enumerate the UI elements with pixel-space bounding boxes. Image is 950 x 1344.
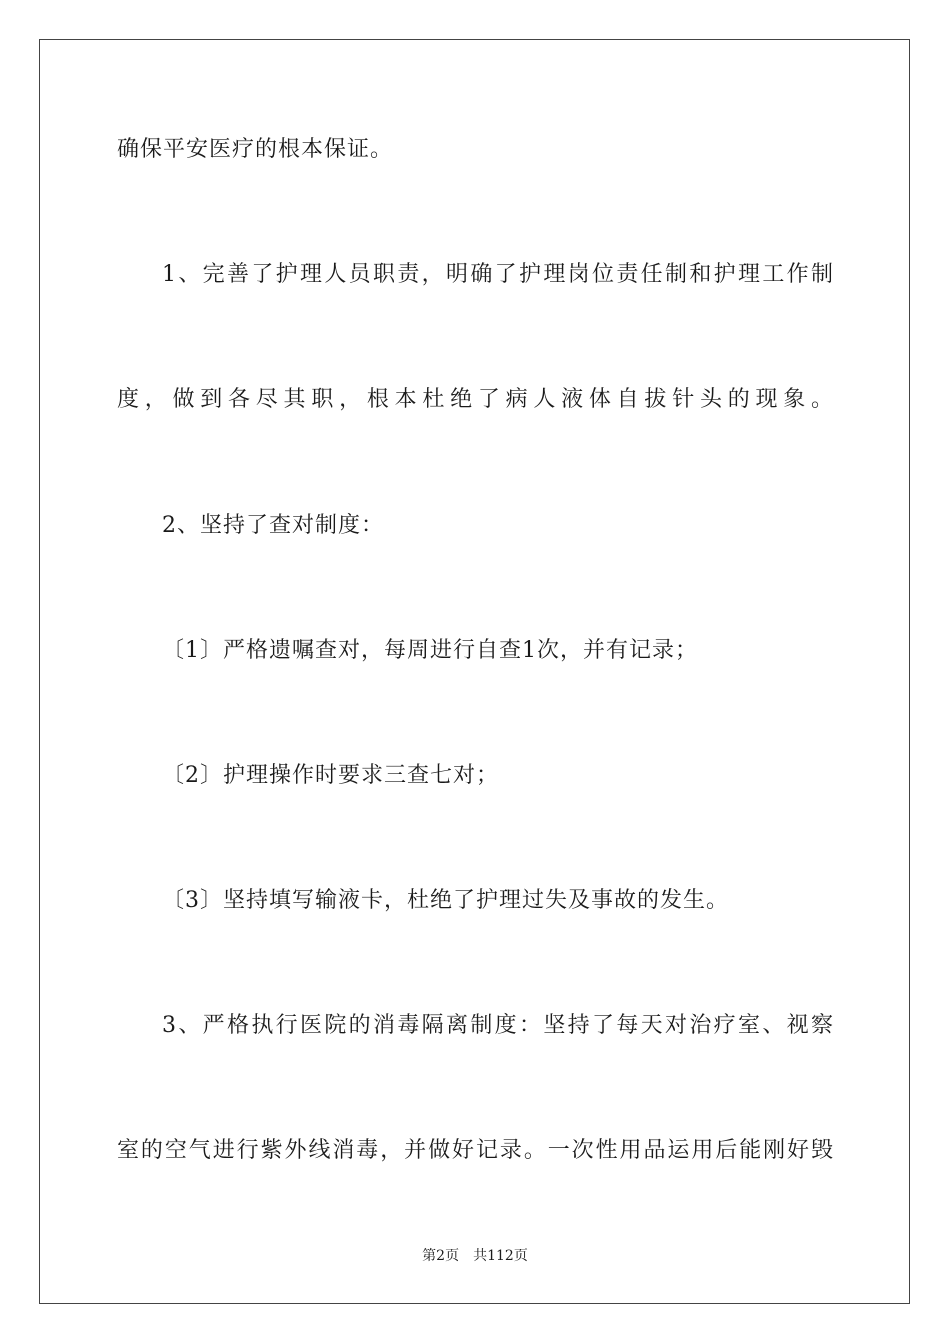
- page-number-label: 第2页: [422, 1248, 460, 1264]
- paragraph-line-8: 3、严格执行医院的消毒隔离制度：坚持了每天对治疗室、视察: [162, 1013, 833, 1038]
- paragraph-line-9: 室的空气进行紫外线消毒，并做好记录。一次性用品运用后能刚好毁: [117, 1138, 833, 1163]
- paragraph-line-2: 1、完善了护理人员职责，明确了护理岗位责任制和护理工作制: [162, 262, 833, 287]
- paragraph-line-5: 〔1〕严格遗嘱查对，每周进行自查1次，并有记录；: [162, 638, 698, 663]
- paragraph-line-3: 度，做到各尽其职，根本杜绝了病人液体自拔针头的现象。: [117, 387, 833, 412]
- paragraph-line-7: 〔3〕坚持填写输液卡，杜绝了护理过失及事故的发生。: [162, 888, 729, 913]
- paragraph-line-6: 〔2〕护理操作时要求三查七对；: [162, 763, 499, 788]
- page-border: [39, 39, 910, 1304]
- paragraph-line-4: 2、坚持了查对制度：: [162, 513, 384, 538]
- total-pages-label: 共112页: [473, 1248, 528, 1264]
- paragraph-line-1: 确保平安医疗的根本保证。: [117, 137, 394, 162]
- page-footer: [0, 1247, 950, 1265]
